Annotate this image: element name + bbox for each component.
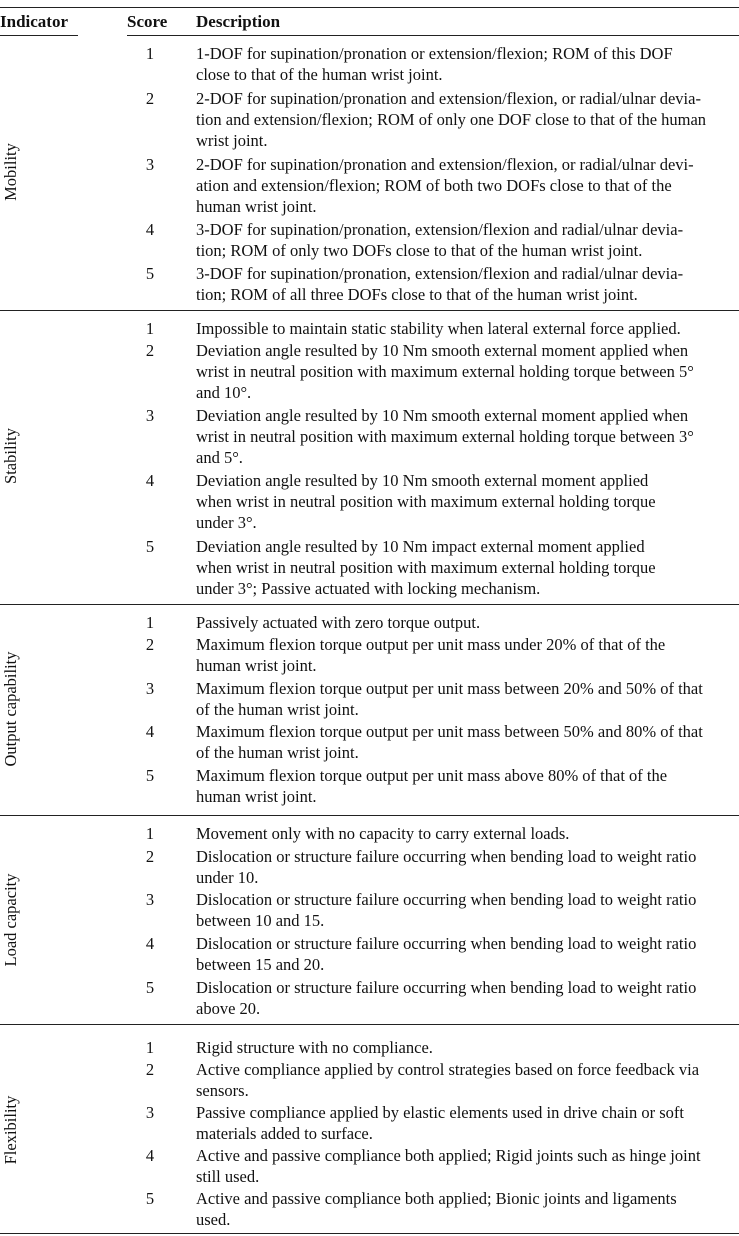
score-cell: 3 (145, 679, 155, 698)
indicator-flexibility (0, 1030, 22, 1230)
score-cell: 2 (145, 89, 155, 108)
section-divider (0, 1024, 739, 1025)
section-divider (0, 604, 739, 605)
score-cell: 2 (145, 635, 155, 654)
table-bottom-rule (0, 1233, 739, 1234)
description-cell: Dislocation or structure failure occurring when bending load to weight ratio between 10 and 15. (196, 890, 697, 930)
indicator-label: Load capacity (1, 873, 20, 967)
description-cell: 3-DOF for supination/pronation, extension/flexion and radial/ulnar devia- tion; ROM of all three DOFs close to that of the human wrist joint. (196, 264, 684, 304)
score-cell: 1 (145, 613, 155, 632)
description-cell: Dislocation or structure failure occurring when bending load to weight ratio under 10. (196, 847, 697, 887)
header-description: Description (196, 12, 281, 31)
description-cell: Maximum flexion torque output per unit mass between 50% and 80% of that of the human wrist joint. (196, 722, 703, 762)
indicator-label: Output capability (1, 651, 20, 767)
header-indicator: Indicator (0, 12, 68, 31)
score-cell: 3 (145, 890, 155, 909)
table-top-rule (0, 7, 739, 8)
description-cell: Maximum flexion torque output per unit mass under 20% of that of the human wrist joint. (196, 635, 666, 675)
section-divider (0, 815, 739, 816)
description-cell: Deviation angle resulted by 10 Nm impact external moment applied when wrist in neutral position with maximum external holding torque under 3°; Passive actuated with locking mechanism. (196, 537, 656, 598)
score-cell: 4 (145, 471, 155, 490)
description-cell: Active and passive compliance both applied; Rigid joints such as hinge joint still used. (196, 1146, 701, 1186)
score-cell: 2 (145, 847, 155, 866)
score-cell: 4 (145, 220, 155, 239)
score-cell: 5 (145, 264, 155, 283)
score-cell: 1 (145, 824, 155, 843)
score-cell: 5 (145, 537, 155, 556)
description-cell: Passive compliance applied by elastic elements used in drive chain or soft materials added to surface. (196, 1103, 684, 1143)
indicator-label: Stability (1, 428, 20, 484)
section-divider (0, 310, 739, 311)
header-rule-right (127, 35, 739, 36)
score-cell: 1 (145, 319, 155, 338)
score-cell: 4 (145, 1146, 155, 1165)
indicator-output-capability (0, 609, 22, 809)
indicator-mobility (0, 40, 22, 304)
score-cell: 2 (145, 341, 155, 360)
description-cell: Dislocation or structure failure occurring when bending load to weight ratio above 20. (196, 978, 697, 1018)
indicator-label: Mobility (1, 143, 20, 201)
score-cell: 2 (145, 1060, 155, 1079)
description-cell: 2-DOF for supination/pronation and extension/flexion, or radial/ulnar devi- ation and extension/flexion; ROM of both two DOFs close to that of the human wrist joint. (196, 155, 694, 216)
description-cell: Deviation angle resulted by 10 Nm smooth external moment applied when wrist in neutral position with maximum external holding torque between 3° and 5°. (196, 406, 694, 467)
description-cell: Passively actuated with zero torque output. (196, 613, 481, 632)
description-cell: 2-DOF for supination/pronation and extension/flexion, or radial/ulnar devia- tion and extension/flexion; ROM of only one DOF close to that of the human wrist joint. (196, 89, 707, 150)
description-cell: Movement only with no capacity to carry external loads. (196, 824, 570, 843)
description-cell: Active compliance applied by control strategies based on force feedback via sensors. (196, 1060, 700, 1100)
description-cell: 3-DOF for supination/pronation, extension/flexion and radial/ulnar devia- tion; ROM of only two DOFs close to that of the human wrist joint. (196, 220, 684, 260)
description-cell: Deviation angle resulted by 10 Nm smooth external moment applied when wrist in neutral position with maximum external holding torque under 3°. (196, 471, 656, 532)
score-cell: 5 (145, 1189, 155, 1208)
score-cell: 1 (145, 44, 155, 63)
score-cell: 3 (145, 155, 155, 174)
description-cell: Maximum flexion torque output per unit mass between 20% and 50% of that of the human wrist joint. (196, 679, 703, 719)
score-cell: 3 (145, 1103, 155, 1122)
score-cell: 5 (145, 766, 155, 785)
description-cell: Maximum flexion torque output per unit mass above 80% of that of the human wrist joint. (196, 766, 668, 806)
header-rule-left (0, 35, 78, 36)
description-cell: Active and passive compliance both applied; Bionic joints and ligaments used. (196, 1189, 677, 1229)
score-cell: 4 (145, 934, 155, 953)
description-cell: Impossible to maintain static stability when lateral external force applied. (196, 319, 681, 338)
score-cell: 3 (145, 406, 155, 425)
indicator-stability (0, 315, 22, 597)
score-cell: 5 (145, 978, 155, 997)
indicator-load-capacity (0, 820, 22, 1020)
score-cell: 1 (145, 1038, 155, 1057)
description-cell: Deviation angle resulted by 10 Nm smooth external moment applied when wrist in neutral position with maximum external holding torque between 5° and 10°. (196, 341, 694, 402)
indicator-label: Flexibility (1, 1095, 20, 1165)
description-cell: Rigid structure with no compliance. (196, 1038, 433, 1057)
description-cell: Dislocation or structure failure occurring when bending load to weight ratio between 15 and 20. (196, 934, 697, 974)
description-cell: 1-DOF for supination/pronation or extension/flexion; ROM of this DOF close to that of the human wrist joint. (196, 44, 673, 84)
score-cell: 4 (145, 722, 155, 741)
header-score: Score (127, 12, 168, 31)
